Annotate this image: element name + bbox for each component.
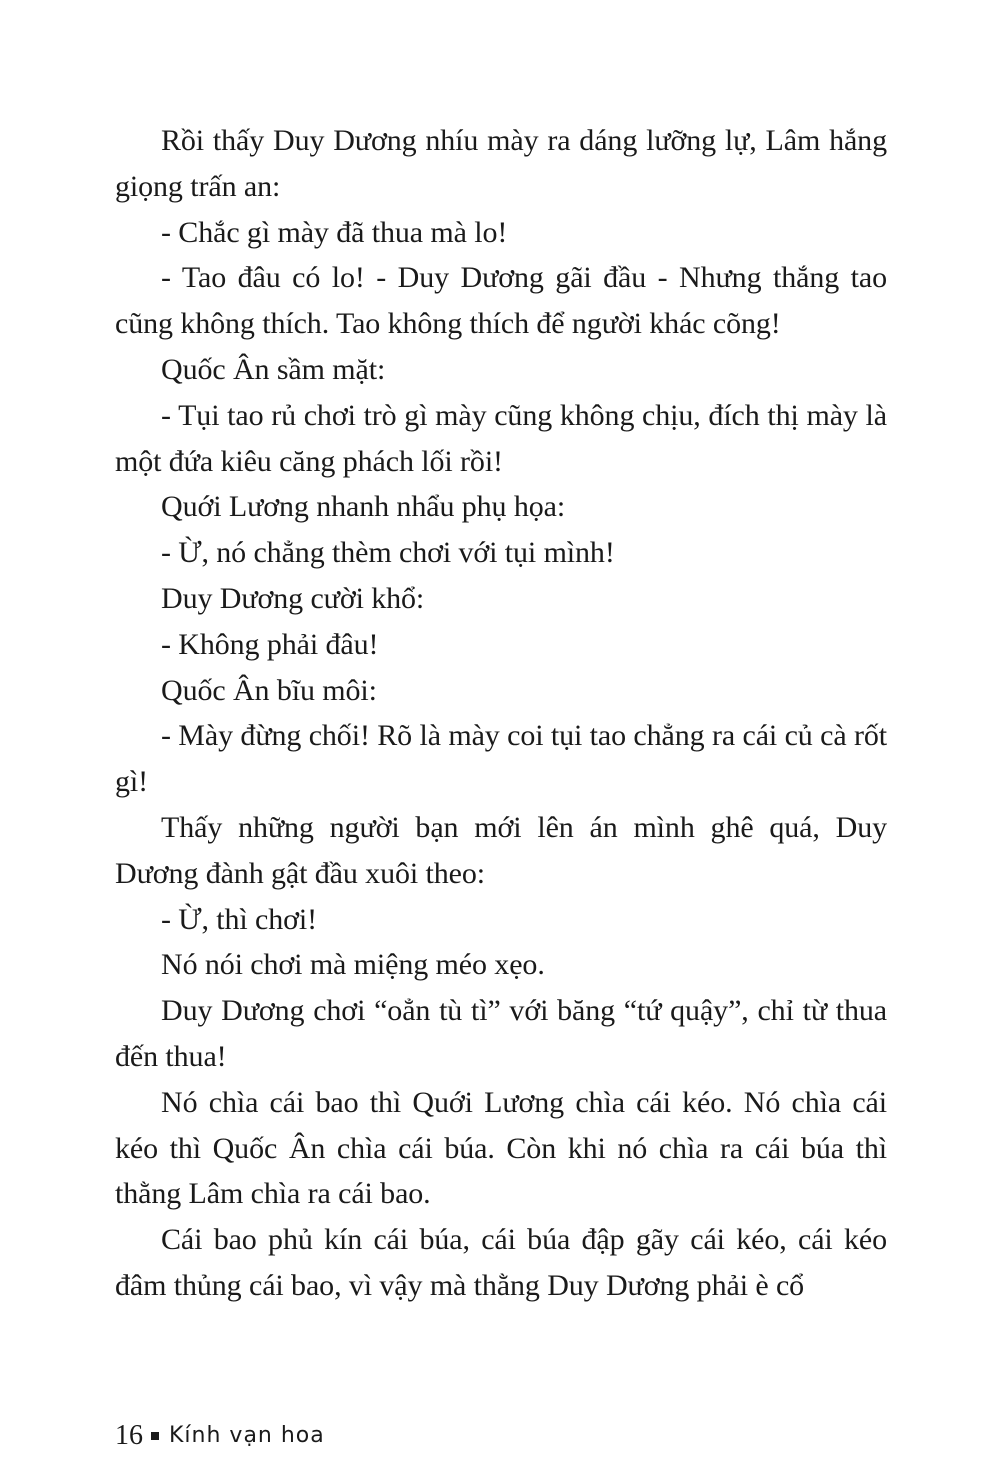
square-bullet-icon: [151, 1432, 159, 1440]
paragraph: Quới Lương nhanh nhẩu phụ họa:: [161, 490, 566, 524]
paragraph: Rồi thấy Duy Dương nhíu mày ra dáng lưỡng lự, Lâm hắng giọng trấn an:: [115, 124, 887, 203]
paragraph: Duy Dương cười khổ:: [161, 581, 425, 615]
paragraph: - Không phải đâu!: [161, 627, 379, 661]
page-footer: [115, 1420, 325, 1451]
paragraph: Thấy những người bạn mới lên án mình ghê quá, Duy Dương đành gật đầu xuôi theo:: [115, 810, 887, 890]
paragraph: Duy Dương chơi “oẳn tù tì” với băng “tứ quậy”, chỉ từ thua đến thua!: [115, 994, 887, 1073]
paragraph: - Tao đâu có lo! - Duy Dương gãi đầu - Nhưng thắng tao cũng không thích. Tao không thích để người khác cõng!: [115, 261, 887, 341]
body-text: [115, 118, 887, 1309]
paragraph: - Ừ, nó chẳng thèm chơi với tụi mình!: [161, 536, 615, 570]
book-title: Kính vạn hoa: [169, 1423, 325, 1448]
paragraph: - Mày đừng chối! Rõ là mày coi tụi tao chẳng ra cái củ cà rốt gì!: [115, 719, 887, 799]
paragraph: Quốc Ân bĩu môi:: [161, 673, 377, 707]
paragraph: - Tụi tao rủ chơi trò gì mày cũng không chịu, đích thị mày là một đứa kiêu căng phách lối rồi!: [115, 398, 887, 478]
paragraph: Cái bao phủ kín cái búa, cái búa đập gãy cái kéo, cái kéo đâm thủng cái bao, vì vậy mà thằng Duy Dương phải è cổ: [115, 1223, 887, 1302]
paragraph: - Chắc gì mày đã thua mà lo!: [161, 215, 508, 249]
paragraph: Quốc Ân sầm mặt:: [161, 352, 386, 386]
paragraph: Nó chìa cái bao thì Quới Lương chìa cái kéo. Nó chìa cái kéo thì Quốc Ân chìa cái búa. Còn khi nó chìa ra cái búa thì thằng Lâm chìa ra cái bao.: [115, 1085, 887, 1211]
paragraph: Nó nói chơi mà miệng méo xẹo.: [161, 948, 545, 982]
page-number: 16: [115, 1420, 143, 1451]
paragraph: - Ừ, thì chơi!: [161, 902, 318, 936]
